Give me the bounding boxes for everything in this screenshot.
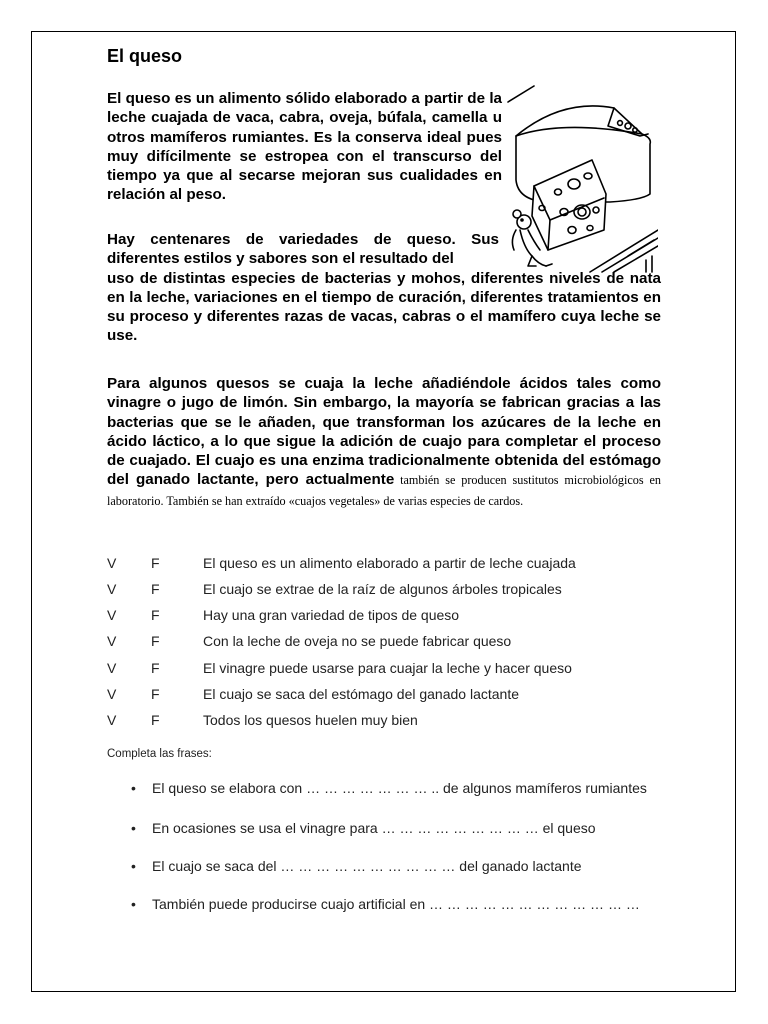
true-option[interactable]: V xyxy=(107,660,117,676)
paragraph-curdling-tail: también se producen sustitutos microbiológicos en laboratorio. También se han extraído «cuajos vegetales» de varias especies de cardos. xyxy=(107,473,661,508)
false-option[interactable]: F xyxy=(151,581,160,597)
true-option[interactable]: V xyxy=(107,607,117,623)
true-false-item xyxy=(107,686,667,706)
false-option[interactable]: F xyxy=(151,712,160,728)
true-false-item xyxy=(107,660,667,680)
statement-text: Todos los quesos huelen muy bien xyxy=(203,712,418,728)
true-false-item xyxy=(107,607,667,627)
paragraph-varieties-rest: uso de distintas especies de bacterias y mohos, diferentes niveles de nata en la leche, variaciones en el tiempo de curación, diferentes tratamientos en su proceso y diferentes razas de vacas, cabras o el mamífero cuya leche se use. xyxy=(107,269,661,345)
bullet-icon: • xyxy=(131,780,136,796)
true-false-item xyxy=(107,581,667,601)
paragraph-intro: El queso es un alimento sólido elaborado a partir de la leche cuajada de vaca, cabra, oveja, búfala, camella u otros mamíferos rumiantes. Es la conserva ideal pues muy difícilmente se estropea con el transcurso del tiempo ya que al secarse mejoran sus cualidades en relación al peso. xyxy=(107,90,502,204)
bullet-icon: • xyxy=(131,858,136,874)
statement-text: Con la leche de oveja no se puede fabricar queso xyxy=(203,633,512,649)
false-option[interactable]: F xyxy=(151,686,160,702)
false-option[interactable]: F xyxy=(151,607,160,623)
cheese-mouse-illustration xyxy=(502,80,658,276)
false-option[interactable]: F xyxy=(151,660,160,676)
completion-instruction: Completa las frases: xyxy=(107,748,212,760)
false-option[interactable]: F xyxy=(151,633,160,649)
completion-sentence[interactable]: También puede producirse cuajo artificial en … … … … … … … … … … … … xyxy=(152,896,640,912)
bullet-icon: • xyxy=(131,820,136,836)
statement-text: El vinagre puede usarse para cuajar la leche y hacer queso xyxy=(203,660,572,676)
true-false-item xyxy=(107,633,667,653)
completion-sentence[interactable]: El cuajo se saca del … … … … … … … … … … del ganado lactante xyxy=(152,858,582,874)
paragraph-curdling-bold: Para algunos quesos se cuaja la leche añadiéndole ácidos tales como vinagre o jugo de limón. Sin embargo, la mayoría se fabrican gracias a las bacterias que se le añaden, que transforman los azúcares de la leche en ácido láctico, a lo que sigue la adición de cuajo para completar el proceso de cuajado. El cuajo es una enzima tradicionalmente obtenida del estómago del ganado lactante, pero actualmente xyxy=(107,375,661,489)
true-false-item xyxy=(107,555,667,575)
true-option[interactable]: V xyxy=(107,633,117,649)
true-option[interactable]: V xyxy=(107,712,117,728)
statement-text: El queso es un alimento elaborado a partir de leche cuajada xyxy=(203,555,576,571)
completion-sentence[interactable]: El queso se elabora con … … … … … … … .. de algunos mamíferos rumiantes xyxy=(152,780,647,796)
completion-sentence[interactable]: En ocasiones se usa el vinagre para … … … … … … … … … el queso xyxy=(152,820,596,836)
true-false-item xyxy=(107,712,667,732)
paragraph-curdling xyxy=(107,374,661,511)
true-option[interactable]: V xyxy=(107,686,117,702)
bullet-icon: • xyxy=(131,896,136,912)
true-option[interactable]: V xyxy=(107,581,117,597)
paragraph-varieties-start: Hay centenares de variedades de queso. Sus diferentes estilos y sabores son el resultado del xyxy=(107,231,499,268)
statement-text: El cuajo se saca del estómago del ganado lactante xyxy=(203,686,519,702)
statement-text: Hay una gran variedad de tipos de queso xyxy=(203,607,460,623)
page-title: El queso xyxy=(107,46,183,66)
false-option[interactable]: F xyxy=(151,555,160,571)
statement-text: El cuajo se extrae de la raíz de algunos árboles tropicales xyxy=(203,581,562,597)
true-option[interactable]: V xyxy=(107,555,117,571)
